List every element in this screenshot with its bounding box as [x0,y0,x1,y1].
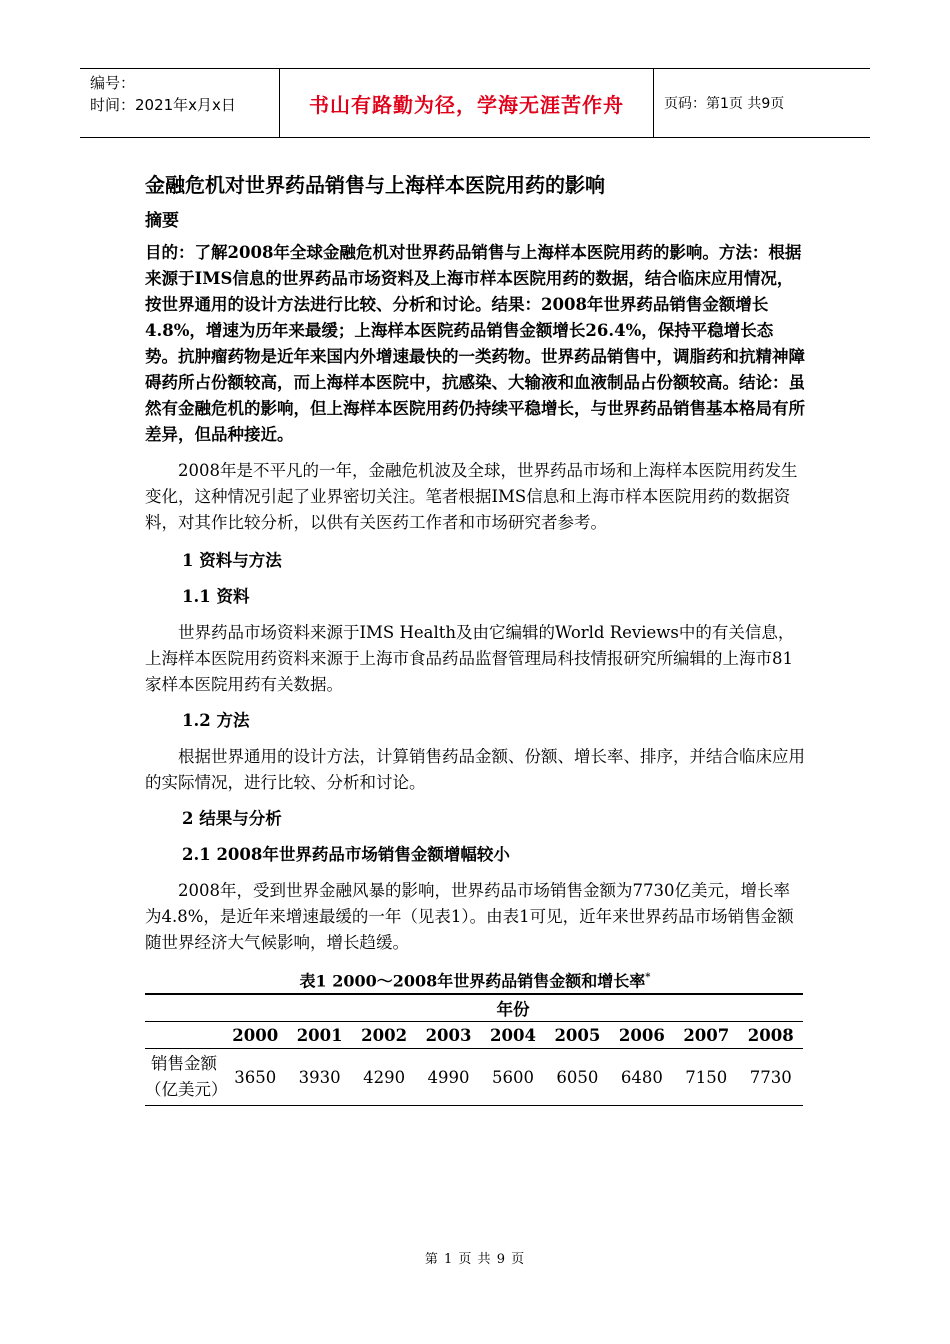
page-footer: 第 1 页 共 9 页 [424,1252,526,1267]
year-cell: 2008 [747,1025,794,1045]
section-heading-2-1: 2.1 2008年世界药品市场销售金额增幅较小 [182,845,510,864]
year-cell: 2000 [232,1025,279,1045]
year-cell: 2001 [296,1025,343,1045]
year-cell: 2006 [618,1025,665,1045]
document-time: 时间：2021年x月x日 [90,96,236,114]
paragraph-1-1: 世界药品市场资料来源于IMS Health及由它编辑的World Reviews中的有关信息，上海样本医院用药资料来源于上海市食品药品监督管理局科技情报研究所编辑的上海市81家样本医院用药有关数据。 [145,623,795,694]
section-heading-2: 2 结果与分析 [182,809,282,828]
value-cell: 6480 [620,1067,663,1087]
table-caption-mark: * [645,972,651,983]
table-header-row [145,994,803,1022]
year-cell: 2004 [490,1025,536,1045]
page-header [80,68,870,138]
abstract-text: 目的：了解2008年全球金融危机对世界药品销售与上海样本医院用药的影响。方法：根据来源于IMS信息的世界药品市场资料及上海市样本医院用药的数据，结合临床应用情况，按世界通用的设计方法进行比较、分析和讨论。结果：2008年世界药品销售金额增长4.8%，增速为历年来最缓；上海样本医院药品销售金额增长26.4%，保持平稳增长态势。抗肿瘤药物是近年来国内外增速最快的一类药物。世界药品销售中，调脂药和抗精神障碍药所占份额较高，而上海样本医院中，抗感染、大输液和血液制品占份额较高。结论：虽然有金融危机的影响，但上海样本医院用药仍持续平稳增长，与世界药品销售基本格局有所差异，但品种接近。 [145,243,805,444]
header-middle [280,69,654,137]
paragraph-2-1: 2008年，受到世界金融风暴的影响，世界药品市场销售金额为7730亿美元，增长率为4.8%，是近年来增速最缓的一年（见表1）。由表1可见，近年来世界药品市场销售金额随世界经济大气候影响，增长趋缓。 [145,881,794,952]
document-title: 金融危机对世界药品销售与上海样本医院用药的影响 [145,173,605,197]
section-heading-1: 1 资料与方法 [182,551,282,570]
table-caption-text: 表1 2000～2008年世界药品销售金额和增长率 [299,971,646,991]
header-page-number: 页码：第1页 共9页 [664,96,785,112]
abstract-heading: 摘要 [145,211,179,231]
header-left [80,69,280,137]
paragraph-1-2: 根据世界通用的设计方法，计算销售药品金额、份额、增长率、排序，并结合临床应用的实际情况，进行比较、分析和讨论。 [145,747,805,792]
value-cell: 3930 [298,1067,341,1087]
row-label: 销售金额（亿美元） [145,1054,228,1100]
year-cell: 2007 [683,1025,730,1045]
value-cell: 7150 [685,1067,728,1087]
value-cell: 4990 [427,1067,470,1087]
sales-table [145,993,803,1106]
table-corner-2 [145,1022,223,1049]
year-cell: 2002 [361,1025,408,1045]
document-number: 编号： [90,74,136,92]
document-body [145,170,805,1106]
year-cell: 2003 [425,1025,472,1045]
value-cell: 6050 [556,1067,599,1087]
section-heading-1-1: 1.1 资料 [182,587,250,606]
year-header: 年份 [496,1000,530,1020]
section-heading-1-2: 1.2 方法 [182,711,250,730]
value-cell: 3650 [234,1067,277,1087]
intro-paragraph: 2008年是不平凡的一年，金融危机波及全球，世界药品市场和上海样本医院用药发生变化，这种情况引起了业界密切关注。笔者根据IMS信息和上海市样本医院用药的数据资料，对其作比较分析，以供有关医药工作者和市场研究者参考。 [145,461,798,532]
values-row [145,1049,803,1106]
value-cell: 5600 [491,1067,534,1087]
year-cell: 2005 [554,1025,601,1045]
years-row [145,1022,803,1049]
value-cell: 4290 [363,1067,406,1087]
header-motto: 书山有路勤为径，学海无涯苦作舟 [309,92,624,117]
value-cell: 7730 [749,1067,792,1087]
header-right [654,69,870,137]
table-caption [145,966,805,993]
table-corner [145,994,223,1022]
